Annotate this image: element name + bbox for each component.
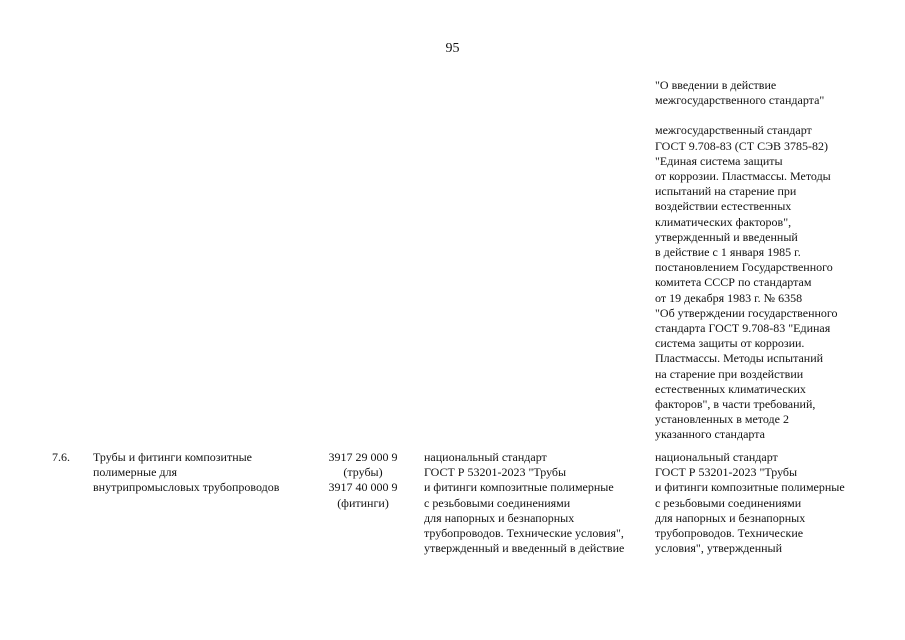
text-line: национальный стандарт	[424, 450, 547, 464]
text-line: межгосударственный стандарт	[655, 123, 812, 138]
top-continuation-cell	[655, 78, 838, 443]
text-line: с резьбовыми соединениями	[655, 495, 802, 510]
text-line: трубопроводов. Технические условия",	[424, 526, 624, 541]
text-line: (трубы)	[343, 465, 383, 480]
text-line: от коррозии. Пластмассы. Методы	[655, 169, 831, 184]
text-line: в действие с 1 января 1985 г.	[655, 245, 801, 260]
text-line: постановлением Государственного	[655, 260, 833, 275]
text-line: полимерные для	[93, 465, 178, 480]
text-line: условия", утвержденный	[655, 541, 783, 556]
text-line: ГОСТ 9.708-83 (СТ СЭВ 3785-82)	[655, 138, 829, 153]
text-line: 3917 29 000 9	[328, 450, 398, 464]
text-line: воздействии естественных	[655, 199, 792, 214]
text-line: ГОСТ Р 53201-2023 "Трубы	[424, 465, 567, 480]
text-line: "О введении в действие	[655, 78, 777, 92]
text-line: факторов", в части требований,	[655, 397, 816, 412]
page-number: 95	[445, 41, 460, 56]
text-line: "Единая система защиты	[655, 153, 783, 168]
text-line: 3917 40 000 9	[328, 480, 398, 495]
text-line: утвержденный и введенный	[655, 229, 798, 244]
text-line: (фитинги)	[337, 495, 389, 510]
text-line: установленных в методе 2	[655, 412, 789, 427]
text-line: комитета СССР по стандартам	[655, 275, 812, 290]
text-line: естественных климатических	[655, 381, 806, 396]
text-line: ГОСТ Р 53201-2023 "Трубы	[655, 465, 798, 480]
product-name-cell	[93, 450, 279, 496]
text-line: и фитинги композитные полимерные	[655, 480, 845, 495]
text-line: испытаний на старение при	[655, 184, 797, 199]
text-line: межгосударственного стандарта"	[655, 93, 825, 108]
text-line: с резьбовыми соединениями	[424, 495, 571, 510]
row-number: 7.6.	[52, 450, 70, 464]
text-line: трубопроводов. Технические	[655, 526, 804, 541]
paragraph-gap	[655, 108, 838, 123]
product-code-cell	[318, 450, 408, 511]
text-line: стандарта ГОСТ 9.708-83 "Единая	[655, 321, 831, 336]
text-line: Пластмассы. Методы испытаний	[655, 351, 824, 366]
text-line: и фитинги композитные полимерные	[424, 480, 614, 495]
text-line: для напорных и безнапорных	[655, 510, 806, 525]
standard-cell	[424, 450, 624, 556]
text-line: климатических факторов",	[655, 214, 792, 229]
text-line: система защиты от коррозии.	[655, 336, 805, 351]
text-line: от 19 декабря 1983 г. № 6358	[655, 290, 803, 305]
text-line: утвержденный и введенный в действие	[424, 541, 625, 556]
text-line: для напорных и безнапорных	[424, 510, 575, 525]
text-line: Трубы и фитинги композитные	[93, 450, 252, 464]
text-line: внутрипромысловых трубопроводов	[93, 480, 280, 495]
text-line: указанного стандарта	[655, 427, 765, 442]
requirements-cell	[655, 450, 845, 556]
text-line: национальный стандарт	[655, 450, 778, 464]
text-line: "Об утверждении государственного	[655, 305, 838, 320]
text-line: на старение при воздействии	[655, 366, 804, 381]
